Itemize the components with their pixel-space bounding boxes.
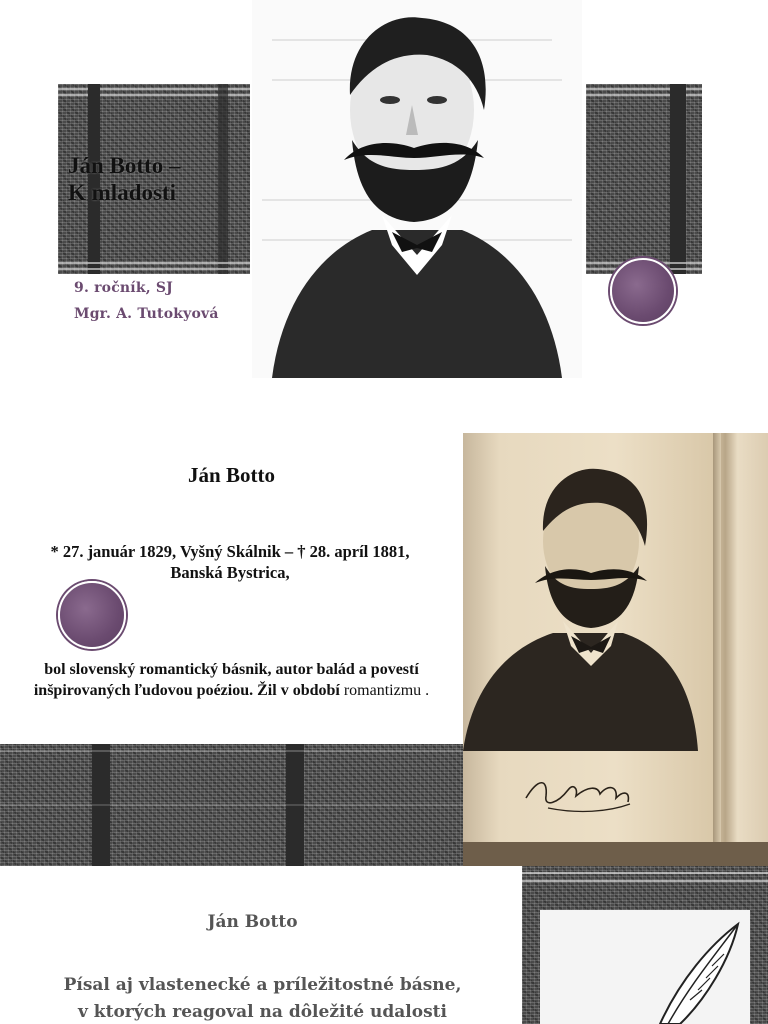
works-text-line2: v ktorých reagoval na dôležité udalosti: [78, 1002, 447, 1022]
title-slide: [0, 0, 768, 378]
texture-band: [0, 744, 463, 866]
book-spine: [713, 433, 721, 866]
bio-slide: [0, 433, 768, 866]
bio-text: [20, 659, 443, 701]
author-label: Mgr. A. Tutokyová: [74, 306, 219, 322]
works-slide: [0, 866, 768, 1024]
quill-paper: [540, 910, 750, 1024]
bio-text-normal: romantizmu .: [339, 682, 430, 699]
works-text-line1: Písal aj vlastenecké a príležitostné básne,: [63, 975, 462, 995]
grade-label: 9. ročník, SJ: [74, 280, 174, 296]
slide-heading: Ján Botto: [207, 912, 298, 932]
texture-panel-right: [586, 84, 702, 274]
signature-image: [518, 768, 638, 818]
life-dates: * 27. január 1829, Vyšný Skálnik – † 28. apríl 1881, Banská Bystrica,: [50, 542, 410, 582]
decorative-circle: [58, 581, 126, 649]
book-portrait: [463, 461, 713, 751]
decorative-circle: [610, 258, 676, 324]
presentation-title: Ján Botto – K mladosti: [68, 153, 181, 205]
texture-panel-quill: [522, 866, 768, 1024]
slide-heading: Ján Botto: [188, 463, 275, 487]
book-photo: [463, 433, 768, 866]
works-text: [20, 972, 505, 1024]
bio-text-bold: bol slovenský romantický básnik, autor balád a povestí inšpirovaných ľudovou poéziou. Žil v období: [33, 661, 419, 699]
book-shadow: [463, 842, 768, 866]
quill-icon: [540, 910, 750, 1024]
portrait-engraving: [252, 0, 582, 378]
